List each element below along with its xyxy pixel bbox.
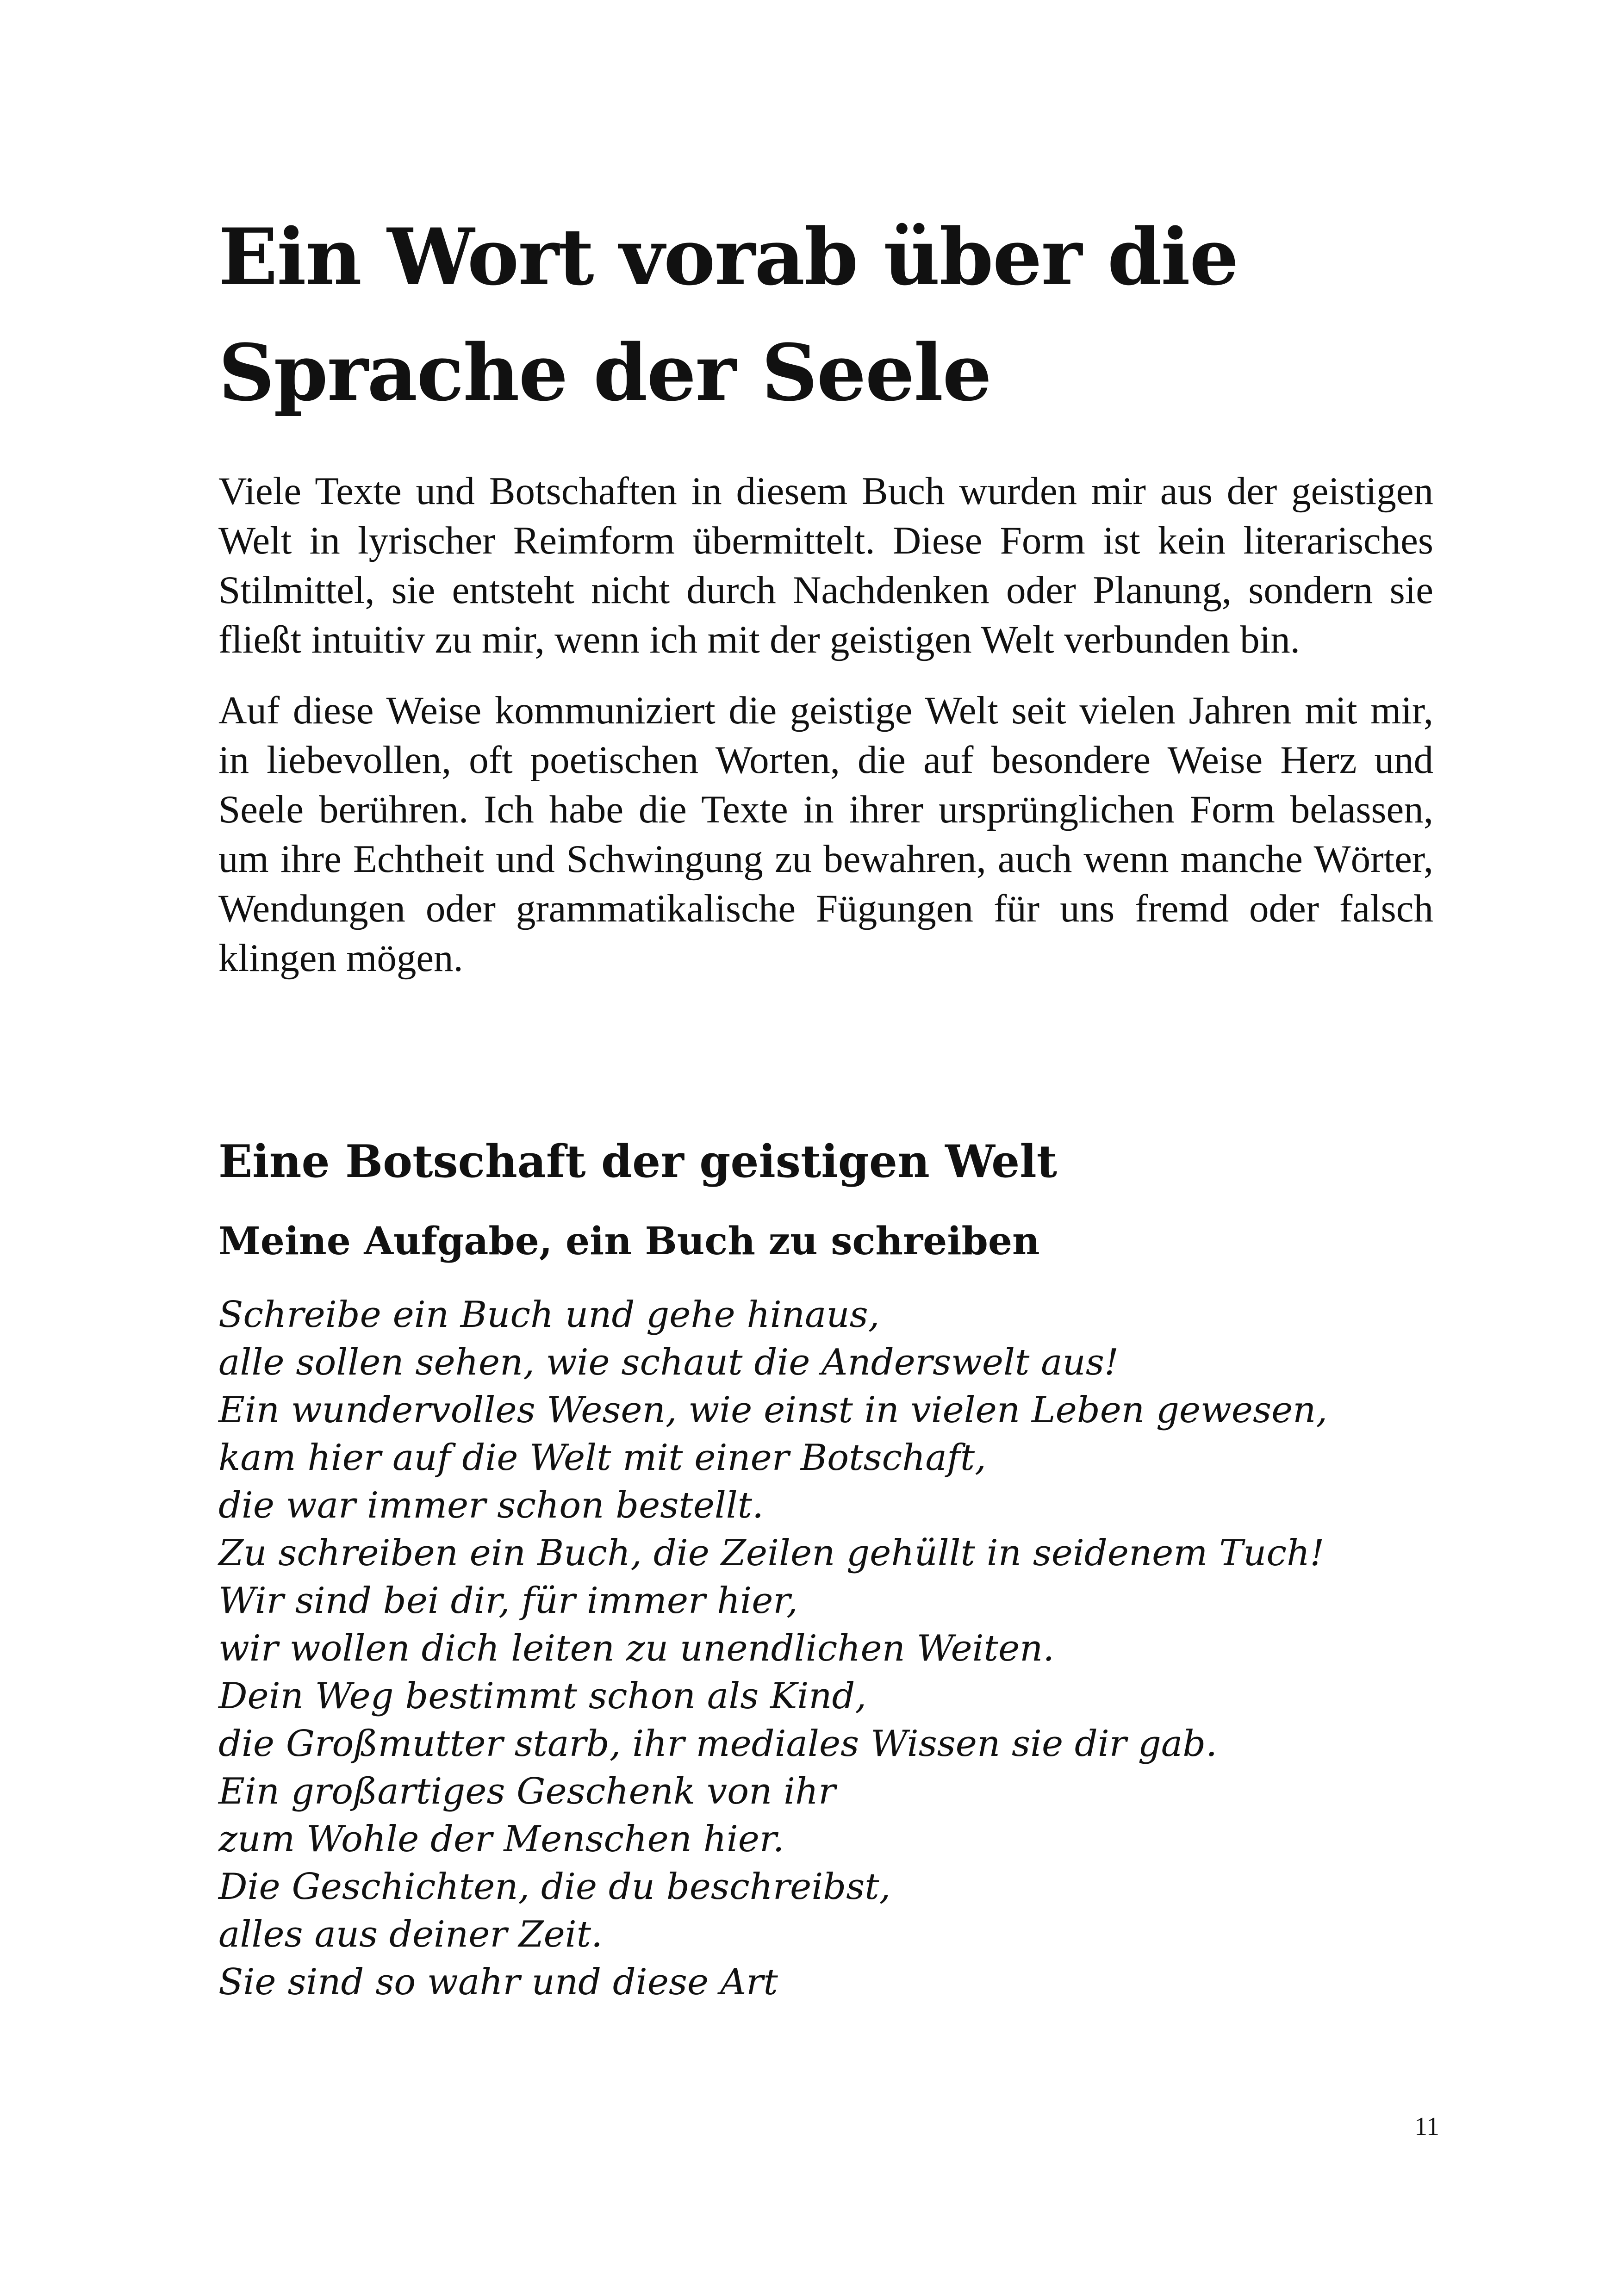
poem-line: wir wollen dich leiten zu unendlichen Weiten. — [218, 1628, 1055, 1669]
poem-line: Sie sind so wahr und diese Art — [218, 1961, 778, 2003]
chapter-title-line-1: Ein Wort vorab über die — [218, 211, 1238, 303]
poem-line: die Großmutter starb, ihr mediales Wissen sie dir gab. — [218, 1723, 1218, 1765]
poem — [218, 1291, 1468, 2006]
page-number: 11 — [1414, 2112, 1439, 2141]
poem-line: alle sollen sehen, wie schaut die Anderswelt aus! — [218, 1342, 1119, 1383]
intro-paragraph-1: Viele Texte und Botschaften in diesem Buch wurden mir aus der geistigen Welt in lyrischer Reimform übermittelt. Diese Form ist kein literarisches Stilmittel, sie entsteht nicht durch Nachdenken oder Planung, sondern sie fließt intuitiv zu mir, wenn ich mit der geistigen Welt verbunden bin. — [218, 469, 1433, 661]
poem-line: die war immer schon bestellt. — [218, 1485, 764, 1526]
poem-line: Ein großartiges Geschenk von ihr — [218, 1771, 836, 1812]
poem-line: Schreibe ein Buch und gehe hinaus, — [218, 1294, 880, 1336]
poem-title: Meine Aufgabe, ein Buch zu schreiben — [218, 1219, 1040, 1263]
poem-line: alles aus deiner Zeit. — [218, 1914, 603, 1955]
poem-line: Die Geschichten, die du beschreibst, — [218, 1866, 891, 1908]
chapter-title-line-2: Sprache der Seele — [218, 327, 991, 418]
section-heading: Eine Botschaft der geistigen Welt — [218, 1135, 1058, 1188]
intro-text — [218, 467, 1433, 1004]
poem-line: Zu schreiben ein Buch, die Zeilen gehüllt in seidenem Tuch! — [218, 1532, 1325, 1574]
poem-line: zum Wohle der Menschen hier. — [218, 1818, 784, 1860]
poem-line: Dein Weg bestimmt schon als Kind, — [218, 1675, 867, 1717]
chapter-title — [218, 199, 1433, 430]
poem-line: kam hier auf die Welt mit einer Botschaft, — [218, 1437, 986, 1479]
poem-line: Ein wundervolles Wesen, wie einst in vielen Leben gewesen, — [218, 1389, 1328, 1431]
intro-paragraph-2: Auf diese Weise kommuniziert die geistige Welt seit vielen Jahren mit mir, in liebevollen, oft poetischen Worten, die auf besondere Weise Herz und Seele berühren. Ich habe die Texte in ihrer ursprünglichen Form belassen, um ihre Echtheit und Schwingung zu bewahren, auch wenn manche Wörter, Wendungen oder grammatikalische Fügungen für uns fremd oder falsch klingen mögen. — [218, 689, 1433, 980]
poem-line: Wir sind bei dir, für immer hier, — [218, 1580, 798, 1622]
